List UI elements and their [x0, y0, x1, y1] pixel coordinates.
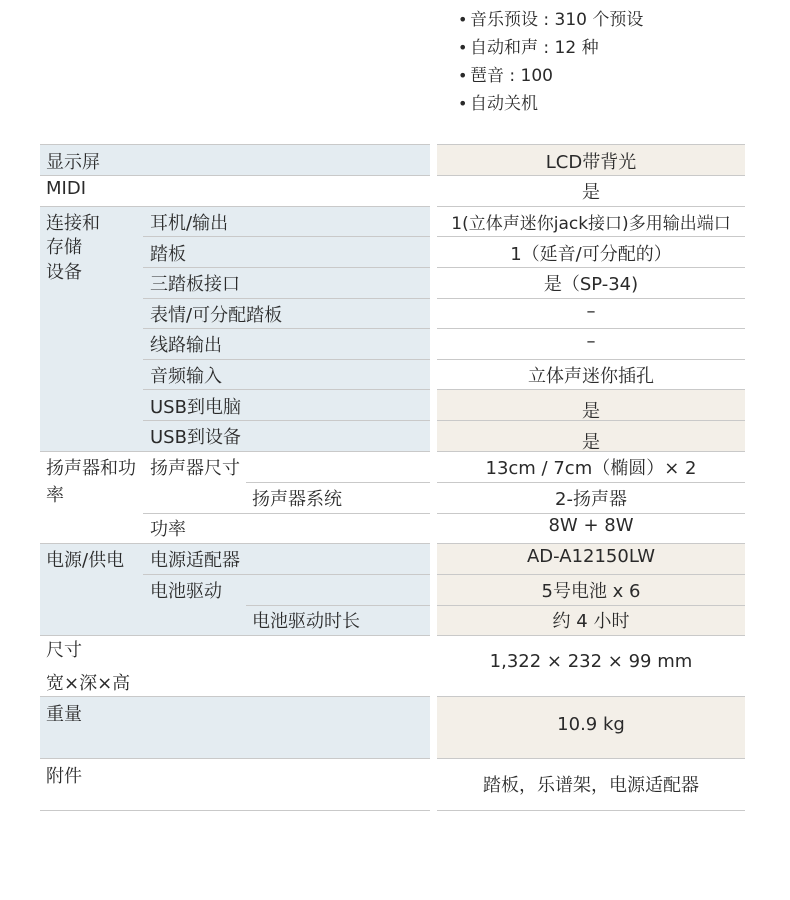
label-power-supply: 电源/供电 [46, 550, 125, 571]
label-battery: 电池驱动 [150, 581, 222, 602]
bullet-icon: • [458, 66, 468, 85]
label-speaker-line1: 扬声器和功 [46, 458, 136, 479]
value-midi: 是 [582, 182, 600, 203]
label-connect-line1: 连接和 [46, 213, 100, 234]
value-battery-life: 约 4 小时 [552, 611, 630, 632]
label-usb-device: USB到设备 [150, 427, 241, 448]
label-adapter: 电源适配器 [150, 550, 240, 571]
value-power: 8W + 8W [548, 515, 634, 536]
label-weight: 重量 [46, 704, 82, 725]
label-pedal: 踏板 [150, 244, 186, 265]
value-usb-pc: 是 [582, 401, 600, 422]
feature-text: 琶音 : 100 [470, 66, 553, 86]
value-display: LCD带背光 [545, 152, 637, 173]
label-audio-in: 音频输入 [150, 366, 222, 387]
value-accessories: 踏板，乐谱架，电源适配器 [483, 775, 699, 796]
label-dimensions-line1: 尺寸 [46, 640, 82, 661]
label-battery-life: 电池驱动时长 [252, 611, 360, 632]
bullet-icon: • [458, 10, 468, 29]
label-headphone: 耳机/输出 [150, 213, 229, 234]
table-text [40, 0, 745, 900]
value-adapter: AD-A12150LW [526, 546, 656, 567]
label-power: 功率 [150, 519, 186, 540]
value-expression: – [586, 301, 596, 322]
value-line-out: – [586, 331, 596, 352]
label-display: 显示屏 [46, 152, 100, 173]
label-speaker-system: 扬声器系统 [252, 489, 342, 510]
label-midi: MIDI [46, 178, 87, 199]
value-audio-in: 立体声迷你插孔 [528, 366, 654, 387]
value-speaker-system: 2-扬声器 [555, 489, 627, 510]
label-speaker-line2: 率 [46, 485, 64, 506]
label-line-out: 线路输出 [150, 335, 222, 356]
value-triple-pedal: 是（SP-34) [543, 274, 639, 295]
value-headphone: 1(立体声迷你jack接口)多用输出端口 [451, 214, 731, 234]
value-weight: 10.9 kg [557, 714, 625, 735]
label-connect-line2: 存储 [46, 237, 82, 258]
label-expression: 表情/可分配踏板 [150, 305, 283, 326]
feature-text: 自动关机 [470, 94, 538, 114]
value-speaker-size: 13cm / 7cm（椭圆）× 2 [485, 458, 697, 479]
value-battery: 5号电池 x 6 [541, 581, 641, 602]
label-accessories: 附件 [46, 766, 82, 787]
bullet-icon: • [458, 38, 468, 57]
bullet-icon: • [458, 94, 468, 113]
label-triple-pedal: 三踏板接口 [150, 274, 240, 295]
value-dimensions: 1,322 × 232 × 99 mm [489, 651, 693, 672]
label-usb-pc: USB到电脑 [150, 397, 241, 418]
feature-text: 自动和声 : 12 种 [470, 38, 599, 58]
label-speaker-size: 扬声器尺寸 [150, 458, 240, 479]
label-dimensions-line2: 宽×深×高 [46, 673, 131, 694]
value-pedal: 1（延音/可分配的） [510, 244, 672, 265]
feature-text: 音乐预设 : 310 个预设 [470, 10, 644, 30]
label-connect-line3: 设备 [46, 262, 82, 283]
value-usb-device: 是 [582, 432, 600, 453]
